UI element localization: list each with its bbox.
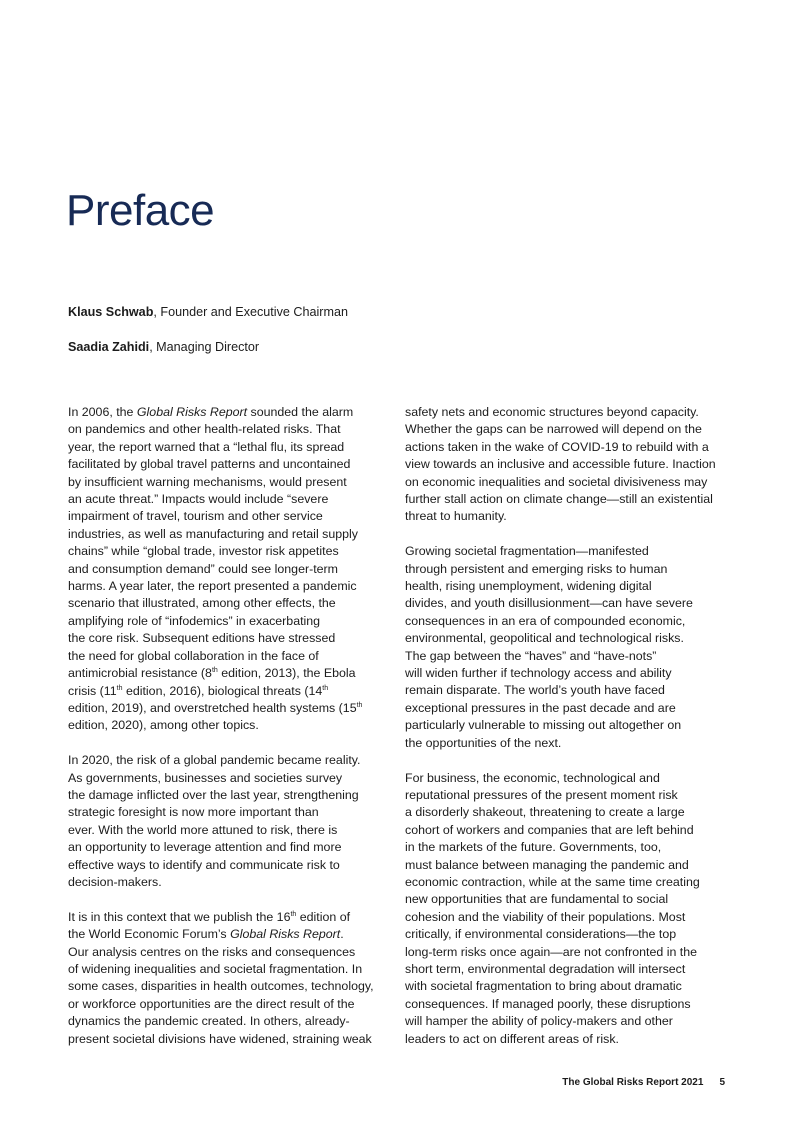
text-line: long-term risks once again—are not confronted in the <box>405 944 698 959</box>
text-line: The gap between the “haves” and “have-nots” <box>405 648 657 663</box>
text-line: amplifying role of “infodemics” in exacerbating <box>68 613 321 628</box>
text-line: In 2020, the risk of a global pandemic became reality. <box>68 753 361 768</box>
author-line-1 <box>68 305 348 319</box>
author-name: Klaus Schwab <box>68 305 154 319</box>
text-line: impairment of travel, tourism and other service <box>68 509 323 524</box>
text-line: on economic inequalities and societal divisiveness may <box>405 474 708 489</box>
text-line: decision-makers. <box>68 874 162 889</box>
text-line: In 2006, the Global Risks Report sounded the alarm <box>68 405 354 419</box>
text-line: the core risk. Subsequent editions have stressed <box>68 631 336 646</box>
left-text-column <box>68 404 398 1065</box>
text-line: scenario that illustrated, among other effects, the <box>68 596 336 611</box>
text-line: further stall action on climate change—still an existential <box>405 492 713 507</box>
text-line: antimicrobial resistance (8th edition, 2013), the Ebola <box>68 666 356 681</box>
text-line: strategic foresight is now more important than <box>68 805 319 820</box>
text-line: divides, and youth disillusionment—can have severe <box>405 596 693 611</box>
text-line: short term, environmental degradation will intersect <box>405 961 686 976</box>
text-line: view towards an inclusive and accessible future. Inaction <box>405 457 716 472</box>
text-line: consequences in an era of compounded economic, <box>405 613 686 628</box>
text-line: new opportunities that are fundamental to social <box>405 892 669 907</box>
text-line: on pandemics and other health-related risks. That <box>68 422 341 437</box>
body-paragraph <box>68 752 398 891</box>
text-line: by insufficient warning mechanisms, would present <box>68 474 347 489</box>
author-role: , Managing Director <box>149 340 260 354</box>
text-line: the World Economic Forum’s Global Risks Report. <box>68 927 344 942</box>
text-line: Growing societal fragmentation—manifested <box>405 544 649 559</box>
text-line: edition, 2019), and overstretched health systems (15th <box>68 700 363 715</box>
author-role: , Founder and Executive Chairman <box>153 305 348 319</box>
text-line: edition, 2020), among other topics. <box>68 718 259 733</box>
text-line: of widening inequalities and societal fragmentation. In <box>68 961 363 976</box>
text-line: cohort of workers and companies that are left behind <box>405 822 694 837</box>
text-line: cohesion and the viability of their populations. Most <box>405 909 686 924</box>
text-line: the damage inflicted over the last year, strengthening <box>68 787 359 802</box>
text-line: threat to humanity. <box>405 509 507 524</box>
text-line: and consumption demand” could see longer-term <box>68 561 338 576</box>
text-line: Whether the gaps can be narrowed will depend on the <box>405 422 702 437</box>
text-line: particularly vulnerable to missing out altogether on <box>405 718 682 733</box>
text-line: the opportunities of the next. <box>405 735 562 750</box>
text-line: will hamper the ability of policy-makers and other <box>405 1014 673 1029</box>
text-line: some cases, disparities in health outcomes, technology, <box>68 979 374 994</box>
text-line: leaders to act on different areas of risk. <box>405 1031 619 1046</box>
text-line: industries, as well as manufacturing and retail supply <box>68 526 358 541</box>
page-title: Preface <box>66 186 215 235</box>
body-paragraph <box>405 404 733 526</box>
text-line: harms. A year later, the report presented a pandemic <box>68 579 357 594</box>
text-line: Our analysis centres on the risks and consequences <box>68 944 356 959</box>
text-line: remain disparate. The world’s youth have faced <box>405 683 665 698</box>
text-line: environmental, geopolitical and technological risks. <box>405 631 684 646</box>
body-paragraph <box>405 770 733 1049</box>
text-line: It is in this context that we publish the 16th edition of <box>68 909 351 924</box>
text-line: chains” while “global trade, investor risk appetites <box>68 544 339 559</box>
page-number: 5 <box>719 1077 725 1088</box>
text-line: reputational pressures of the present moment risk <box>405 787 678 802</box>
text-line: or workforce opportunities are the direct result of the <box>68 996 355 1011</box>
author-name: Saadia Zahidi <box>68 340 150 354</box>
text-line: safety nets and economic structures beyond capacity. <box>405 405 699 419</box>
author-line-2 <box>68 340 259 354</box>
text-line: with societal fragmentation to bring about dramatic <box>405 979 682 994</box>
text-line: effective ways to identify and communicate risk to <box>68 857 340 872</box>
footer-report-name: The Global Risks Report 2021 <box>562 1077 704 1088</box>
text-line: through persistent and emerging risks to human <box>405 561 668 576</box>
text-line: health, rising unemployment, widening digital <box>405 579 652 594</box>
text-line: in the markets of the future. Governments, too, <box>405 840 662 855</box>
text-line: actions taken in the wake of COVID-19 to rebuild with a <box>405 439 709 454</box>
text-line: consequences. If managed poorly, these disruptions <box>405 996 691 1011</box>
text-line: an acute threat.” Impacts would include “severe <box>68 492 329 507</box>
text-line: ever. With the world more attuned to risk, there is <box>68 822 338 837</box>
body-paragraph <box>405 543 733 752</box>
text-line: economic contraction, while at the same time creating <box>405 874 700 889</box>
text-line: facilitated by global travel patterns and uncontained <box>68 457 351 472</box>
text-line: crisis (11th edition, 2016), biological threats (14th <box>68 683 329 698</box>
right-text-column <box>405 404 733 1065</box>
text-line: critically, if environmental considerations—the top <box>405 927 677 942</box>
text-line: year, the report warned that a “lethal flu, its spread <box>68 439 345 454</box>
body-paragraph <box>68 404 398 735</box>
body-paragraph <box>68 909 398 1048</box>
text-line: present societal divisions have widened, straining weak <box>68 1031 372 1046</box>
text-line: As governments, businesses and societies survey <box>68 770 343 785</box>
text-line: exceptional pressures in the past decade and are <box>405 700 676 715</box>
text-line: a disorderly shakeout, threatening to create a large <box>405 805 685 820</box>
text-line: For business, the economic, technological and <box>405 770 660 785</box>
text-line: must balance between managing the pandemic and <box>405 857 689 872</box>
text-line: the need for global collaboration in the face of <box>68 648 319 663</box>
text-line: an opportunity to leverage attention and find more <box>68 840 342 855</box>
text-line: dynamics the pandemic created. In others, already- <box>68 1014 350 1029</box>
page-footer <box>562 1077 725 1088</box>
text-line: will widen further if technology access and ability <box>405 666 672 681</box>
